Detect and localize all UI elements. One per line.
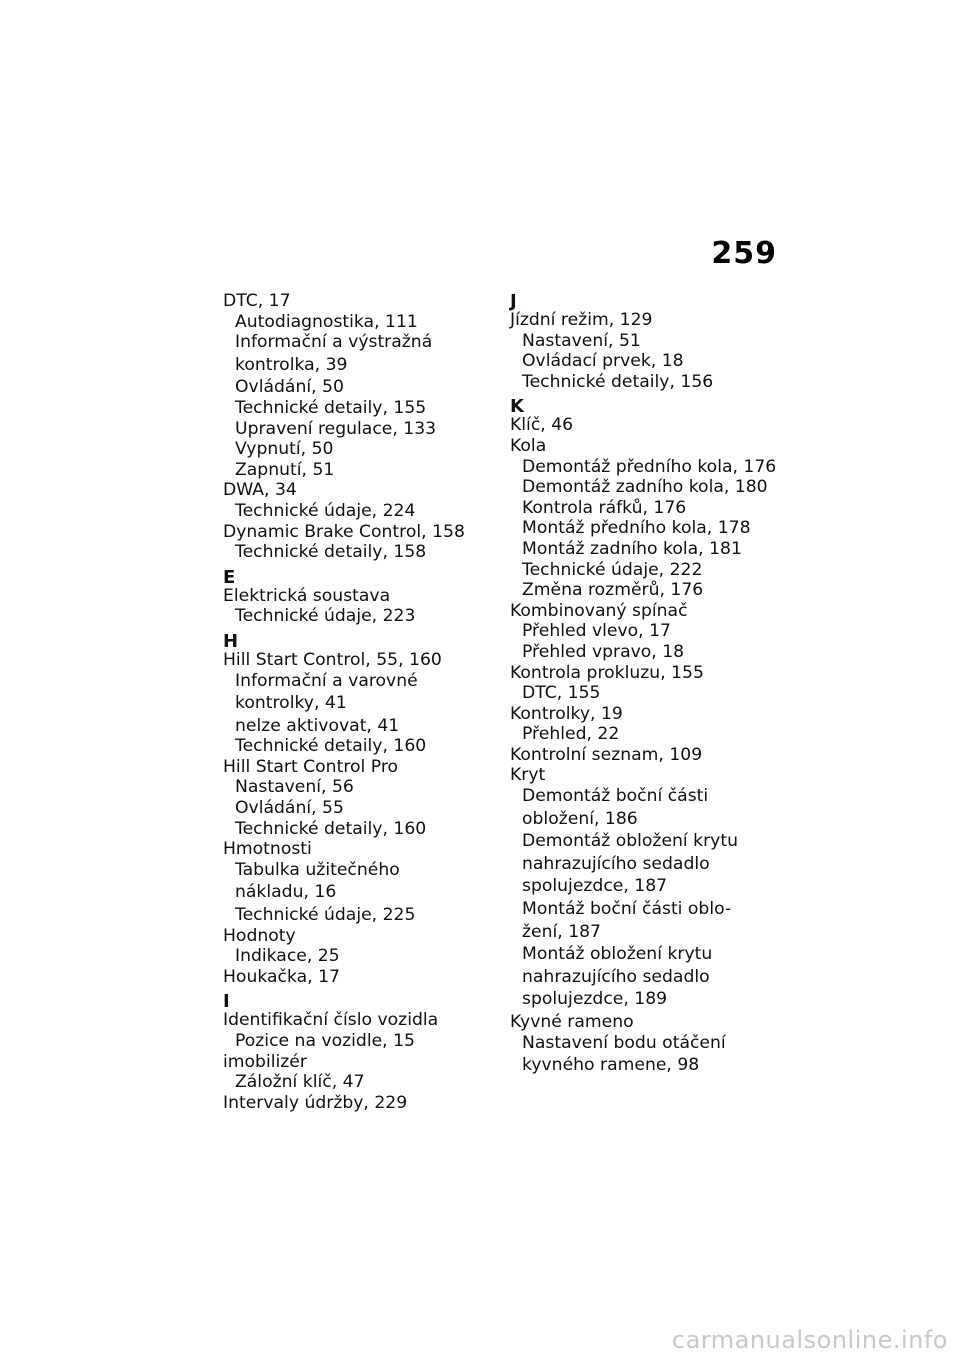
- index-subentry: Montáž předního kola, 178: [522, 518, 751, 539]
- index-column-right: [510, 291, 780, 1078]
- index-entry: Kombinovaný spínač: [510, 600, 688, 621]
- index-subentry: DTC, 155: [522, 683, 601, 704]
- index-subentry: Montáž obložení krytu: [522, 944, 713, 965]
- index-entry: imobilizér: [223, 1051, 307, 1072]
- index-subentry: Technické údaje, 222: [522, 559, 703, 580]
- index-column-left: [223, 291, 493, 1113]
- index-entry: Kyvné rameno: [510, 1012, 634, 1032]
- index-entry-continuation: spolujezdce, 189: [522, 989, 668, 1010]
- index-entry: Hill Start Control Pro: [223, 756, 399, 777]
- index-entry-continuation: nahrazujícího sedadlo: [522, 966, 710, 987]
- index-subentry: Autodiagnostika, 111: [235, 311, 418, 332]
- index-subentry: Informační a výstražná: [235, 332, 433, 353]
- index-subentry: Nastavení, 56: [235, 777, 354, 798]
- index-subentry: Přehled, 22: [522, 724, 620, 745]
- index-letter-heading: I: [223, 991, 230, 1013]
- index-subentry: Technické detaily, 158: [235, 542, 427, 563]
- index-entry: Kola: [510, 435, 547, 456]
- index-entry-continuation: spolujezdce, 187: [522, 876, 668, 897]
- page-number: 259: [711, 236, 777, 271]
- index-letter-heading: E: [223, 566, 236, 588]
- index-subentry: Technické detaily, 160: [235, 818, 427, 839]
- index-entry: Klíč, 46: [510, 415, 574, 436]
- index-subentry: Pozice na vozidle, 15: [235, 1031, 415, 1051]
- index-entry: Intervaly údržby, 229: [223, 1092, 408, 1113]
- index-subentry: Tabulka užitečného: [235, 859, 400, 880]
- index-subentry: Technické detaily, 160: [235, 736, 427, 757]
- index-subentry: Vypnutí, 50: [235, 439, 334, 460]
- index-subentry: Nastavení, 51: [522, 330, 641, 351]
- index-subentry: Ovládání, 50: [235, 377, 344, 398]
- index-entry: Hmotnosti: [223, 839, 312, 860]
- index-subentry: Demontáž předního kola, 176: [522, 456, 777, 477]
- index-entry-continuation: nákladu, 16: [235, 882, 337, 903]
- index-subentry: Technické údaje, 223: [235, 606, 416, 627]
- index-entry: Elektrická soustava: [223, 585, 391, 606]
- index-subentry: Demontáž zadního kola, 180: [522, 477, 768, 498]
- index-entry: Dynamic Brake Control, 158: [223, 521, 465, 542]
- index-entry-continuation: kyvného ramene, 98: [522, 1055, 700, 1076]
- index-entry: Identifikační číslo vozidla: [223, 1010, 439, 1031]
- index-subentry: Přehled vlevo, 17: [522, 621, 671, 642]
- index-letter-heading: J: [510, 291, 517, 312]
- index-subentry: Zapnutí, 51: [235, 459, 335, 480]
- index-entry: Kontrolky, 19: [510, 703, 623, 724]
- index-subentry: Technické detaily, 156: [522, 371, 714, 392]
- index-subentry: nelze aktivovat, 41: [235, 715, 400, 736]
- index-subentry: Indikace, 25: [235, 946, 340, 967]
- index-entry: Hill Start Control, 55, 160: [223, 649, 442, 670]
- index-entry: Houkačka, 17: [223, 966, 340, 987]
- index-subentry: Přehled vpravo, 18: [522, 641, 685, 662]
- index-entry-continuation: obložení, 186: [522, 808, 638, 829]
- index-subentry: Technické údaje, 224: [235, 500, 416, 521]
- index-entry-continuation: kontrolka, 39: [235, 354, 348, 375]
- index-subentry: Změna rozměrů, 176: [522, 580, 704, 601]
- watermark-text: carmanualsonline.info: [671, 1326, 948, 1354]
- index-subentry: Montáž zadního kola, 181: [522, 538, 742, 559]
- index-letter-heading: H: [223, 630, 239, 652]
- index-entry: Hodnoty: [223, 925, 296, 946]
- index-entry: Kontrolní seznam, 109: [510, 744, 703, 765]
- index-subentry: Informační a varovné: [235, 670, 418, 691]
- index-entry-continuation: nahrazujícího sedadlo: [522, 853, 710, 874]
- index-subentry: Kontrola ráfků, 176: [522, 497, 687, 518]
- index-subentry: Ovládání, 55: [235, 798, 344, 819]
- index-entry-continuation: kontrolky, 41: [235, 693, 347, 714]
- index-subentry: Záložní klíč, 47: [235, 1072, 365, 1093]
- index-entry: Jízdní režim, 129: [510, 310, 653, 330]
- index-subentry: Montáž boční části oblo-: [522, 899, 732, 920]
- index-subentry: Technické detaily, 155: [235, 397, 427, 418]
- index-subentry: Ovládací prvek, 18: [522, 351, 684, 372]
- index-subentry: Demontáž obložení krytu: [522, 831, 738, 852]
- index-subentry: Technické údaje, 225: [235, 905, 416, 926]
- index-entry-continuation: žení, 187: [522, 921, 601, 942]
- index-entry: DWA, 34: [223, 480, 297, 501]
- index-letter-heading: K: [510, 396, 524, 418]
- index-subentry: Upravení regulace, 133: [235, 418, 437, 439]
- index-entry: DTC, 17: [223, 291, 291, 311]
- index-entry: Kontrola prokluzu, 155: [510, 662, 704, 683]
- index-entry: Kryt: [510, 765, 546, 786]
- index-subentry: Nastavení bodu otáčení: [522, 1032, 726, 1053]
- index-subentry: Demontáž boční části: [522, 786, 709, 807]
